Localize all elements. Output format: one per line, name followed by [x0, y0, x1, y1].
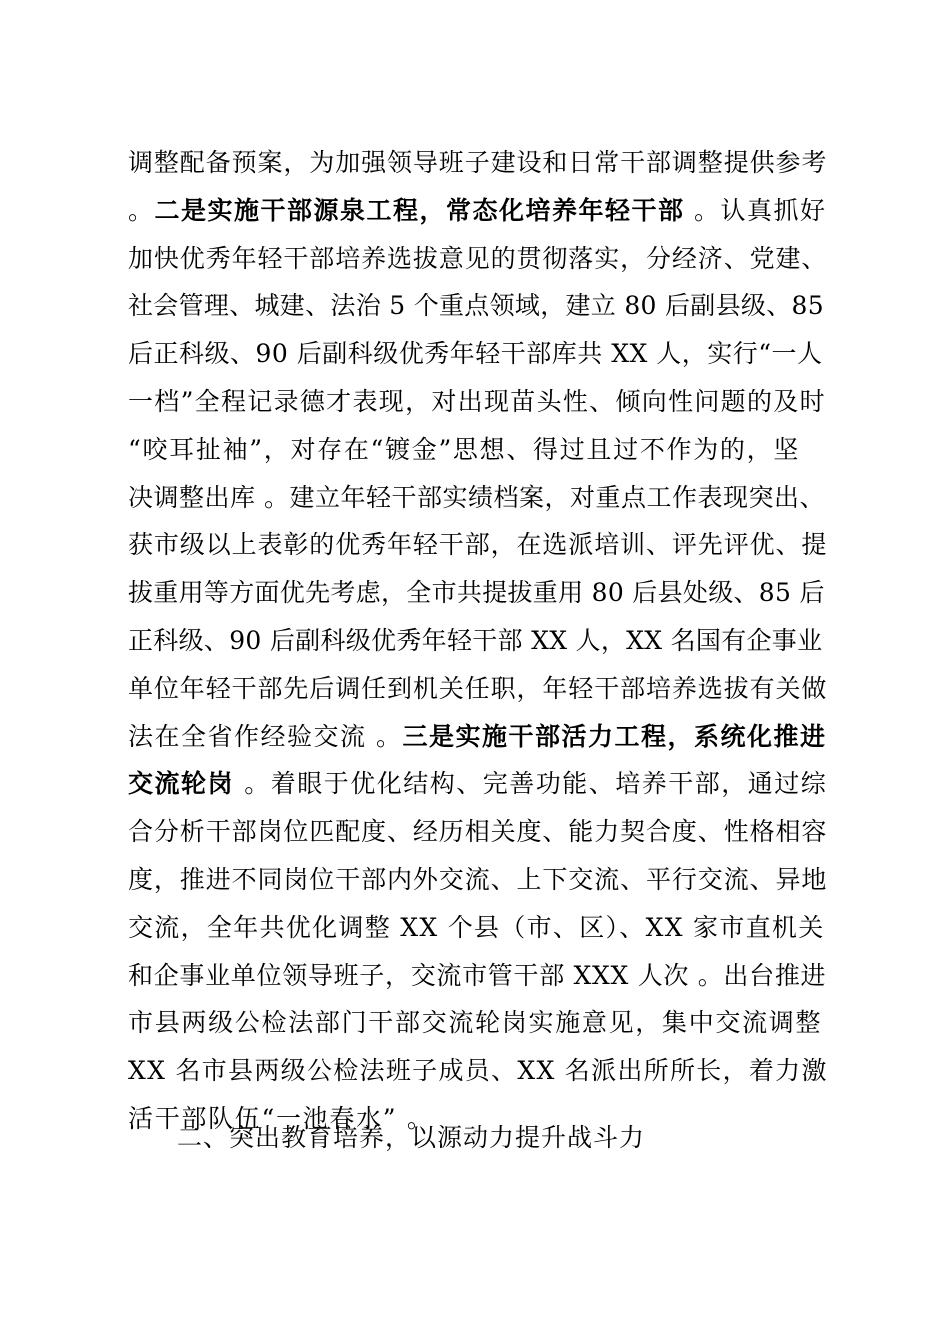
text-line [128, 483, 828, 513]
text-line [128, 769, 828, 799]
text-line [128, 1056, 828, 1086]
text-line [128, 913, 828, 943]
section-heading: 二、突出教育培养，以源动力提升战斗力 [177, 1123, 646, 1152]
text-segment: 加快优秀年轻干部培养选拔意见的贯彻落实，分经济、党建、 [128, 244, 828, 273]
text-line [128, 961, 828, 991]
text-segment: XX 名市县两级公检法班子成员、XX 名派出所所长，着力激 [128, 1056, 828, 1085]
text-line [128, 387, 828, 417]
text-line [128, 626, 828, 656]
text-segment: 。认真抓好 [684, 196, 827, 225]
text-line [128, 865, 828, 895]
text-line [128, 435, 828, 465]
text-segment: 。 [128, 196, 155, 225]
text-segment: 单位年轻干部先后调任到机关任职，年轻干部培养选拔有关做 [128, 674, 828, 703]
text-segment: 合分析干部岗位匹配度、经历相关度、能力契合度、性格相容 [128, 817, 828, 846]
text-line [128, 674, 828, 704]
text-line [128, 339, 828, 369]
bold-text-segment: 二是实施干部源泉工程，常态化培养年轻干部 [154, 196, 685, 225]
text-line [128, 578, 828, 608]
text-line [128, 291, 828, 321]
text-segment: 正科级、90 后副科级优秀年轻干部 XX 人，XX 名国有企事业 [128, 626, 823, 655]
text-line [128, 722, 828, 752]
text-segment: 获市级以上表彰的优秀年轻干部，在选派培训、评先评优、提 [128, 530, 828, 559]
text-segment: 活干部队伍“一池春水” 。 [128, 1104, 434, 1133]
text-line [128, 148, 828, 178]
text-line [128, 817, 828, 847]
text-segment: 。着眼于优化结构、完善功能、培养干部，通过综 [244, 769, 828, 798]
text-segment: 市县两级公检法部门干部交流轮岗实施意见，集中交流调整 [128, 1008, 823, 1037]
text-line [128, 530, 828, 560]
text-segment: 一档”全程记录德才表现，对出现苗头性、倾向性问题的及时 [128, 387, 826, 416]
text-segment: 和企事业单位领导班子，交流市管干部 XXX 人次 。出台推进 [128, 961, 827, 990]
text-segment: 交流，全年共优化调整 XX 个县（市、区）、XX 家市直机关 [128, 913, 825, 942]
text-segment: 法在全省作经验交流 。 [128, 722, 403, 751]
text-segment: 决调整出库 。建立年轻干部实绩档案，对重点工作表现突出、 [128, 483, 825, 512]
bold-text-segment: 交流轮岗 [128, 769, 245, 798]
text-segment: 后正科级、90 后副科级优秀年轻干部库共 XX 人，实行“一人 [128, 339, 823, 368]
bold-text-segment: 三是实施干部活力工程，系统化推进 [402, 722, 827, 751]
text-segment: 社会管理、城建、法治 5 个重点领域，建立 80 后副县级、85 [128, 291, 824, 320]
text-segment: “咬耳扯袖”，对存在“镀金”思想、得过且过不作为的，坚 [128, 435, 801, 464]
text-line [128, 196, 828, 226]
text-line [128, 244, 828, 274]
text-segment: 调整配备预案，为加强领导班子建设和日常干部调整提供参考 [128, 148, 828, 177]
text-segment: 拔重用等方面优先考虑，全市共提拔重用 80 后县处级、85 后 [128, 578, 825, 607]
text-line [128, 1008, 828, 1038]
text-segment: 度，推进不同岗位干部内外交流、上下交流、平行交流、异地 [128, 865, 828, 894]
